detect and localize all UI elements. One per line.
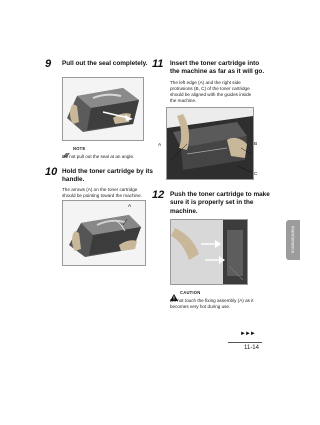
step-12-title-line: machine.: [170, 207, 198, 215]
step-11-body-line: protrusions (B, C) of the toner cartridge: [170, 86, 250, 91]
note-text: Do not pull out the seal at an angle.: [62, 154, 135, 159]
step-11-body-line: The left edge (A) and the right side: [170, 80, 241, 85]
step-11-body-line: the machine.: [170, 98, 197, 103]
section-side-tab: [286, 220, 300, 260]
caution-text: [170, 298, 270, 310]
note-label: NOTE: [73, 146, 86, 151]
step-10-number: 10: [45, 166, 58, 178]
step-10-callout-a: A: [128, 204, 132, 209]
step-11-photo: [166, 107, 254, 180]
step-11-callout-a: A: [158, 143, 162, 148]
step-12-title: [170, 191, 270, 216]
page-number-rule: [228, 342, 262, 343]
step-12-number: 12: [152, 189, 165, 201]
step-10-body: [62, 187, 157, 199]
step-11-callout-b: B: [254, 142, 258, 147]
caution-text-line: becomes very hot during use.: [170, 304, 231, 309]
step-9-number: 9: [45, 58, 52, 70]
step-11-body-line: should be aligned with the guides inside: [170, 92, 252, 97]
step-11-title: [170, 60, 270, 77]
caution-icon: [170, 288, 178, 295]
step-9-photo: [62, 77, 144, 141]
step-11-body: [170, 80, 270, 104]
continue-arrow-icon: ►►►: [240, 331, 255, 337]
page-number: 11-14: [244, 345, 259, 351]
side-tab-label: Maintenance: [290, 226, 296, 254]
step-12-title-line: sure it is properly set in the: [170, 199, 254, 207]
step-12-photo: [170, 219, 248, 285]
step-9-title: [62, 60, 152, 68]
step-11-title-line: Insert the toner cartridge into: [170, 60, 260, 67]
step-10-photo: [62, 200, 146, 266]
caution-label: CAUTION: [180, 290, 201, 295]
step-10-body-line: should be pointing toward the machine.: [62, 193, 142, 198]
step-9-title-line: Pull out the seal completely.: [62, 60, 148, 67]
step-10-body-line: The arrows (A) on the toner cartridge: [62, 187, 138, 192]
step-11-title-line: the machine as far as it will go.: [170, 68, 265, 76]
step-11-number: 11: [152, 58, 164, 70]
step-10-title-line: Hold the toner cartridge by its: [62, 168, 153, 175]
step-11-callout-c: C: [254, 172, 258, 177]
step-10-title: [62, 168, 154, 185]
note-icon: [62, 145, 71, 151]
caution-text-line: Do not touch the fixing assembly (A) as it: [170, 298, 254, 303]
step-12-title-line: Push the toner cartridge to make: [170, 191, 270, 198]
step-10-title-line: handle.: [62, 176, 85, 184]
